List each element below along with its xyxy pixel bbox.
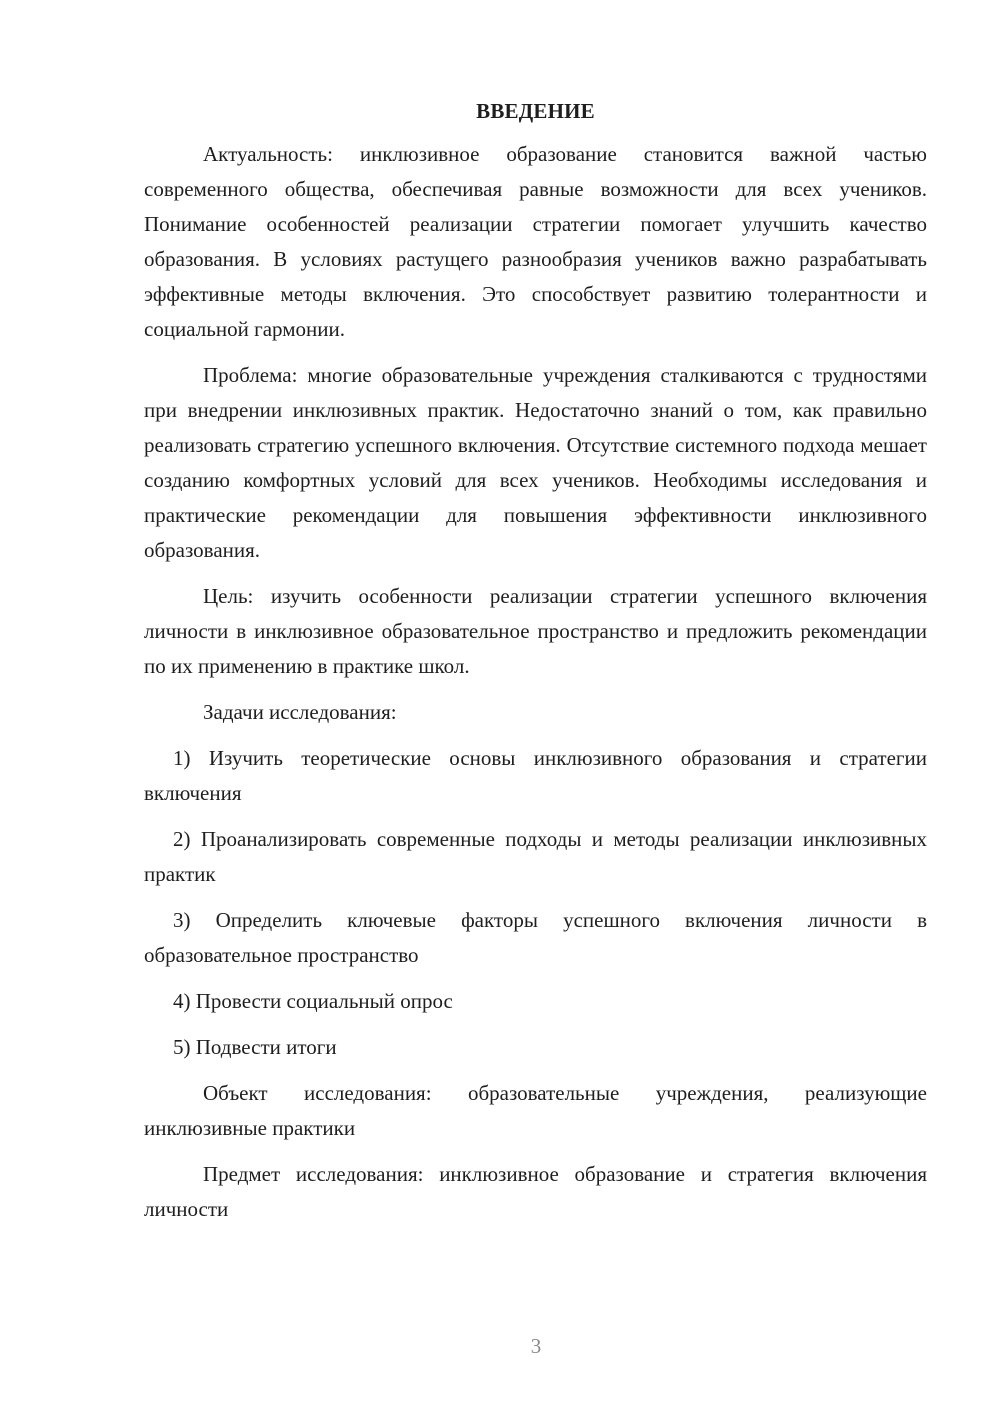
task-item-4: 4) Провести социальный опрос [173,989,453,1013]
page-number: 3 [530,1334,542,1358]
relevance-paragraph: Актуальность: инклюзивное образование становится важной частью современного общества, обеспечивая равные возможности для всех учеников. Понимание особенностей реализации стратегии помогает улучшить качество образования. В условиях растущего разнообразия учеников важно разрабатывать эффективные методы включения. Это способствует развитию толерантности и социальной гармонии. [144,142,927,341]
page-content [144,94,927,1238]
task-item-1: 1) Изучить теоретические основы инклюзивного образования и стратегии включения [144,746,927,805]
task-item-5: 5) Подвести итоги [173,1035,337,1059]
object-paragraph: Объект исследования: образовательные учреждения, реализующие инклюзивные практики [144,1081,927,1140]
task-item-2: 2) Проанализировать современные подходы и методы реализации инклюзивных практик [144,827,927,886]
task-item-3: 3) Определить ключевые факторы успешного включения личности в образовательное пространство [144,908,927,967]
tasks-heading: Задачи исследования: [203,700,397,724]
goal-paragraph: Цель: изучить особенности реализации стратегии успешного включения личности в инклюзивное образовательное пространство и предложить рекомендации по их применению в практике школ. [144,584,927,678]
problem-paragraph: Проблема: многие образовательные учреждения сталкиваются с трудностями при внедрении инклюзивных практик. Недостаточно знаний о том, как правильно реализовать стратегию успешного включения. Отсутствие системного подхода мешает созданию комфортных условий для всех учеников. Необходимы исследования и практические рекомендации для повышения эффективности инклюзивного образования. [144,363,927,562]
section-title: ВВЕДЕНИЕ [476,99,595,123]
subject-paragraph: Предмет исследования: инклюзивное образование и стратегия включения личности [144,1162,927,1221]
